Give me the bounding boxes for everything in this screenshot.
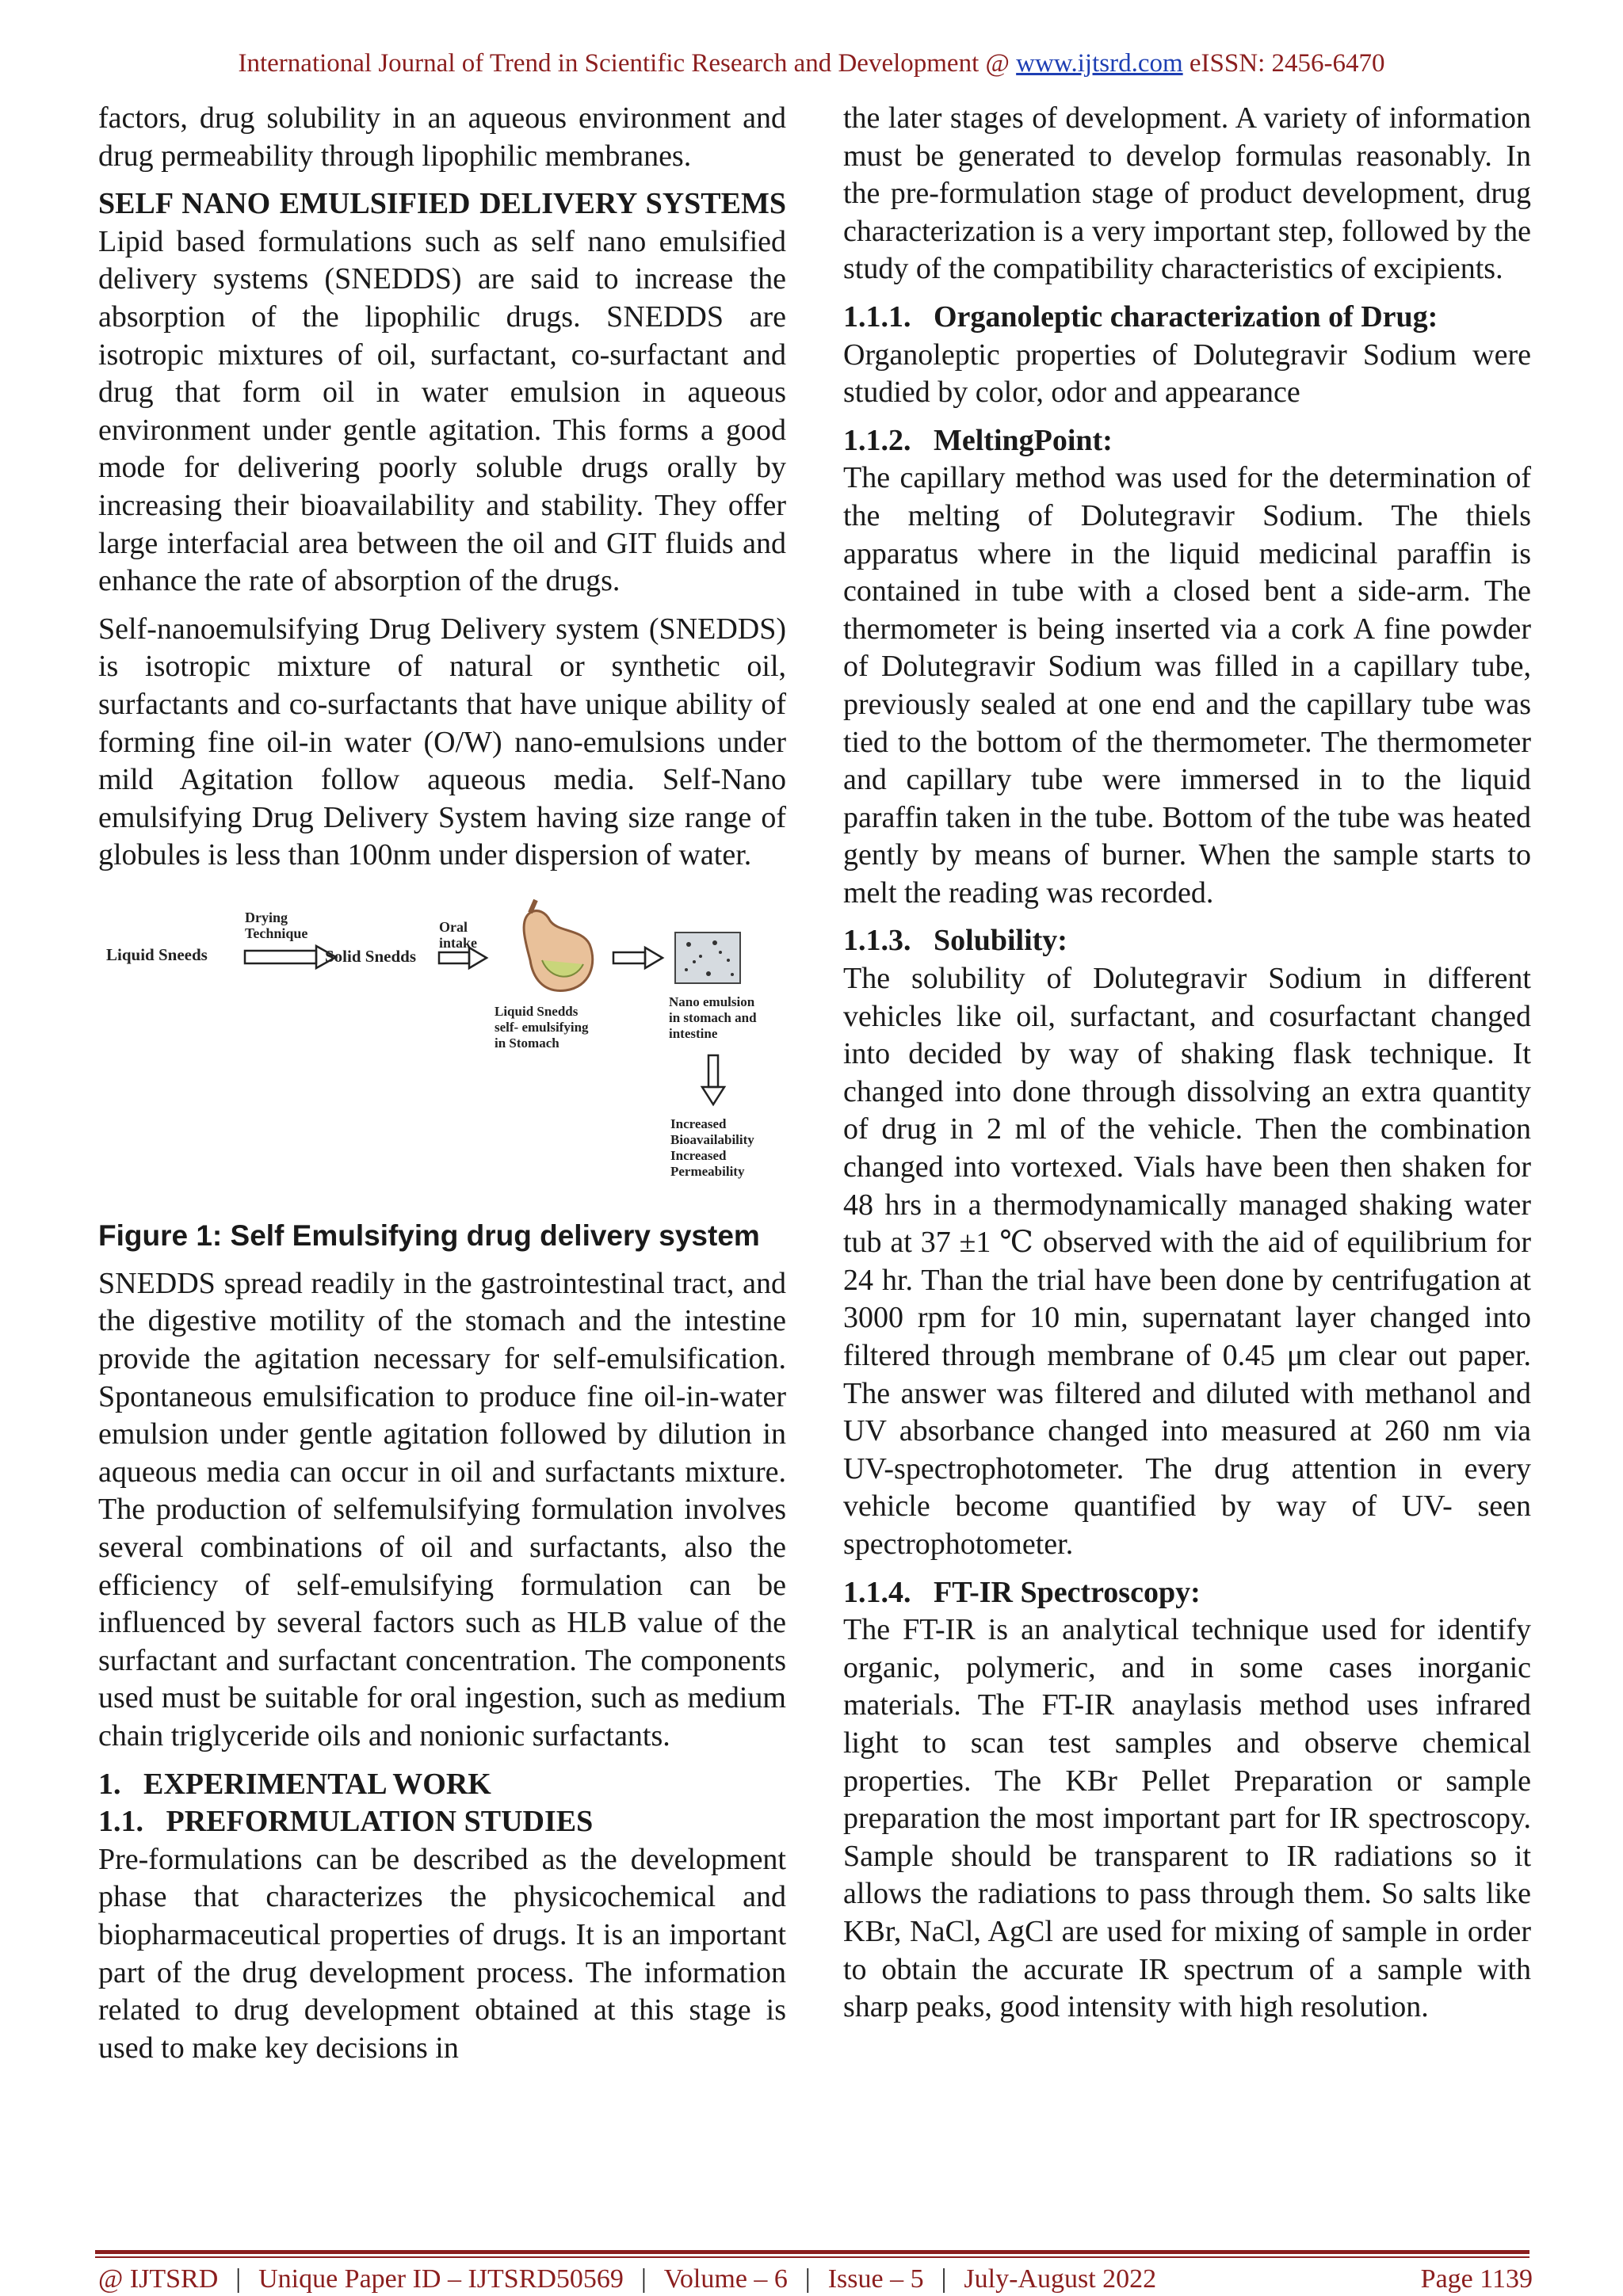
paragraph: factors, drug solubility in an aqueous environment and drug permeability through lipophilic membranes. xyxy=(98,101,786,173)
subsection-heading-melting-point: 1.1.2. MeltingPoint: xyxy=(843,423,1113,457)
section-heading-sneds: SELF NANO EMULSIFIED DELIVERY SYSTEMS xyxy=(98,187,786,221)
footer-date: July-August 2022 xyxy=(964,2264,1157,2294)
label-drying: Drying xyxy=(245,909,288,925)
label-nano-2: in stomach and xyxy=(669,1009,757,1025)
footer-rule xyxy=(95,2250,1529,2254)
paragraph: Lipid based formulations such as self nano emulsified delivery systems (SNEDDS) are said to increase the absorption of the lipophilic drugs. SNEDDS are isotropic mixtures of oil, surfactant, co-surfactant and drug that form oil in water emulsion in aqueous environment under gentle agitation. This forms a good mode for delivering poorly soluble drugs orally by increasing their bioavailability and stability. They offer large interfacial area between the oil and GIT fluids and enhance the rate of absorption of the drugs. xyxy=(98,224,786,598)
footer-page-number: Page 1139 xyxy=(1420,2264,1533,2294)
subsection-heading-ftir: 1.1.4. FT-IR Spectroscopy: xyxy=(843,1575,1201,1609)
label-increased-2: Increased xyxy=(670,1147,727,1163)
nano-emulsion-icon xyxy=(675,933,740,983)
left-column xyxy=(98,100,786,2077)
subsection-heading-organoleptic: 1.1.1. Organoleptic characterization of Drug: xyxy=(843,299,1438,334)
label-liquid-sneeds: Liquid Sneeds xyxy=(106,944,208,964)
section-heading-experimental: 1. EXPERIMENTAL WORK xyxy=(98,1767,491,1801)
label-stomach-3: in Stomach xyxy=(495,1035,559,1051)
footer-separator: | xyxy=(235,2264,242,2294)
label-permeability: Permeability xyxy=(670,1163,745,1179)
figure-caption: Figure 1: Self Emulsifying drug delivery system xyxy=(98,1219,760,1252)
footer-separator: | xyxy=(941,2264,947,2294)
paragraph: the later stages of development. A variety of information must be generated to develop formulas reasonably. In the pre-formulation stage of product development, drug characterization is a very important step, followed by the study of the compatibility characteristics of excipients. xyxy=(843,101,1531,286)
issn: eISSN: 2456-6470 xyxy=(1189,49,1385,78)
journal-url-link[interactable]: www.ijtsrd.com xyxy=(1016,49,1183,78)
footer-separator: | xyxy=(640,2264,647,2294)
footer-volume: Volume – 6 xyxy=(663,2264,788,2294)
footer-separator: | xyxy=(804,2264,811,2294)
label-intake: intake xyxy=(439,934,478,951)
label-stomach-2: self- emulsifying xyxy=(495,1019,589,1035)
paragraph: The solubility of Dolutegravir Sodium in different vehicles like oil, surfactant, and cosurfactant changed into decided by way of shaking flask technique. It changed into done through dissolving an extra quantity of drug in 2 ml of the vehicle. Then the combination changed into vortexed. Vials have been then shaken for 48 hrs in a thermodynamically managed shaking water tub at 37 ±1 ℃ observed with the aid of equilibrium for 24 hr. Than the trial have been done by centrifugation at 3000 rpm for 10 min, supernatant layer changed into filtered through membrane of 0.45 μm clear out paper. The answer was filtered and diluted with methanol and UV absorbance changed into measured at 260 nm via UV-spectrophotometer. The drug attention in every vehicle become quantified by way of UV- seen spectrophotometer. xyxy=(843,962,1531,1561)
stomach-icon xyxy=(524,900,593,990)
footer-paper-id: Unique Paper ID – IJTSRD50569 xyxy=(258,2264,624,2294)
label-nano-3: intestine xyxy=(669,1025,718,1041)
paragraph: The capillary method was used for the determination of the melting of Dolutegravir Sodium. The thiels apparatus where in the liquid medicinal paraffin is contained in tube with a closed bent a side-arm. The thermometer is being inserted via a cork A fine powder of Dolutegravir Sodium was filled in a capillary tube, previously sealed at one end and the capillary tube was tied to the bottom of the thermometer. The thermometer and capillary tube were immersed in to the liquid paraffin taken in the tube. Bottom of the tube was heated gently by means of burner. When the sample starts to melt the reading was recorded. xyxy=(843,461,1531,910)
journal-name: International Journal of Trend in Scientific Research and Development @ xyxy=(238,49,1010,78)
running-footer xyxy=(98,2264,1533,2294)
arrow-down-icon xyxy=(702,1055,724,1104)
paragraph: Pre-formulations can be described as the development phase that characterizes the physicochemical and biopharmaceutical properties of drugs. It is an important part of the drug development process. The information related to drug development obtained at this stage is used to make key decisions in xyxy=(98,1842,786,2065)
footer-issue: Issue – 5 xyxy=(827,2264,924,2294)
label-bioavailability: Bioavailability xyxy=(670,1131,754,1147)
figure-1-diagram xyxy=(98,897,786,1217)
label-oral: Oral xyxy=(439,918,468,935)
arrow-icon xyxy=(613,948,663,968)
right-column xyxy=(843,100,1531,2037)
paragraph: The FT-IR is an analytical technique used for identify organic, polymeric, and in some cases inorganic materials. The FT-IR anaylasis method uses infrared light to scan test samples and observe chemical properties. The KBr Pellet Preparation or sample preparation the most important part for IR spectroscopy. Sample should be transparent to IR radiations so it allows the radiations to pass through them. So salts like KBr, NaCl, AgCl are used for mixing of sample in order to obtain the accurate IR spectrum of a sample with sharp peaks, good intensity with high resolution. xyxy=(843,1613,1531,2024)
label-solid-snedds: Solid Snedds xyxy=(325,946,416,966)
label-technique: Technique xyxy=(245,925,308,941)
section-heading-preformulation: 1.1. PREFORMULATION STUDIES xyxy=(98,1805,594,1839)
arrow-icon xyxy=(245,946,336,968)
label-nano-1: Nano emulsion xyxy=(669,994,755,1009)
paragraph: Organoleptic properties of Dolutegravir Sodium were studied by color, odor and appearance xyxy=(843,338,1531,410)
footer-rule-thin xyxy=(95,2256,1529,2258)
subsection-heading-solubility: 1.1.3. Solubility: xyxy=(843,924,1067,958)
footer-brand: @ IJTSRD xyxy=(98,2264,219,2294)
running-header xyxy=(0,49,1623,78)
label-stomach-1: Liquid Snedds xyxy=(495,1003,579,1019)
paragraph: Self-nanoemulsifying Drug Delivery system (SNEDDS) is isotropic mixture of natural or synthetic oil, surfactants and co-surfactants that have unique ability of forming fine oil-in water (O/W) nano-emulsions under mild Agitation follow aqueous media. Self-Nano emulsifying Drug Delivery System having size range of globules is less than 100nm under dispersion of water. xyxy=(98,612,786,872)
label-increased-1: Increased xyxy=(670,1116,727,1131)
paragraph: SNEDDS spread readily in the gastrointestinal tract, and the digestive motility of the stomach and the intestine provide the agitation necessary for self-emulsification. Spontaneous emulsification to produce fine oil-in-water emulsion under gentle agitation followed by dilution in aqueous media can occur in oil and surfactants mixture. The production of selfemulsifying formulation involves several combinations of oil and surfactants, also the efficiency of self-emulsifying formulation can be influenced by several factors such as HLB value of the surfactant and surfactant concentration. The components used must be suitable for oral ingestion, such as medium chain triglyceride oils and nonionic surfactants. xyxy=(98,1266,786,1753)
